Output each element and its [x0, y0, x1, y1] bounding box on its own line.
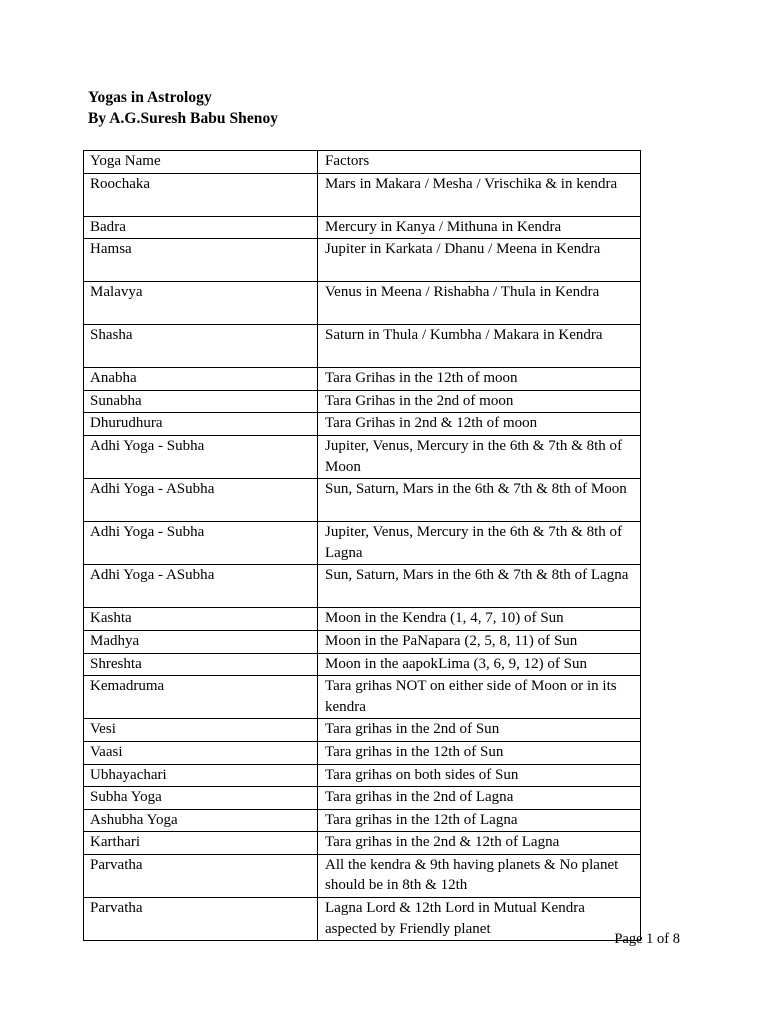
table-row — [84, 787, 641, 810]
table-row — [84, 608, 641, 631]
cell-yoga-name: Shasha — [84, 325, 318, 368]
table-row — [84, 676, 641, 719]
table-header-row — [84, 151, 641, 174]
yoga-table — [83, 150, 641, 941]
table-row — [84, 741, 641, 764]
cell-yoga-name: Adhi Yoga - Subha — [84, 522, 318, 565]
table-row — [84, 435, 641, 478]
table-row — [84, 479, 641, 522]
cell-yoga-name: Dhurudhura — [84, 413, 318, 436]
cell-yoga-name: Badra — [84, 216, 318, 239]
cell-factors: Tara grihas in the 2nd of Lagna — [318, 787, 641, 810]
cell-factors: Jupiter in Karkata / Dhanu / Meena in Kendra — [318, 239, 641, 282]
cell-yoga-name: Adhi Yoga - ASubha — [84, 479, 318, 522]
cell-factors: Moon in the Kendra (1, 4, 7, 10) of Sun — [318, 608, 641, 631]
table-row — [84, 325, 641, 368]
table-row — [84, 413, 641, 436]
cell-factors: Mercury in Kanya / Mithuna in Kendra — [318, 216, 641, 239]
table-row — [84, 832, 641, 855]
cell-yoga-name: Shreshta — [84, 653, 318, 676]
cell-yoga-name: Subha Yoga — [84, 787, 318, 810]
column-header-factors: Factors — [318, 151, 641, 174]
cell-factors: All the kendra & 9th having planets & No planet should be in 8th & 12th — [318, 854, 641, 897]
cell-factors: Sun, Saturn, Mars in the 6th & 7th & 8th of Moon — [318, 479, 641, 522]
cell-yoga-name: Vaasi — [84, 741, 318, 764]
table-row — [84, 390, 641, 413]
cell-yoga-name: Ashubha Yoga — [84, 809, 318, 832]
table-row — [84, 854, 641, 897]
table-header — [84, 151, 641, 174]
table-row — [84, 630, 641, 653]
document-heading — [88, 88, 648, 129]
cell-yoga-name: Parvatha — [84, 898, 318, 941]
table-row — [84, 719, 641, 742]
cell-yoga-name: Malavya — [84, 282, 318, 325]
cell-factors: Venus in Meena / Rishabha / Thula in Kendra — [318, 282, 641, 325]
cell-factors: Tara grihas NOT on either side of Moon or in its kendra — [318, 676, 641, 719]
cell-yoga-name: Anabha — [84, 368, 318, 391]
cell-yoga-name: Parvatha — [84, 854, 318, 897]
table-row — [84, 239, 641, 282]
column-header-yoga-name: Yoga Name — [84, 151, 318, 174]
cell-factors: Jupiter, Venus, Mercury in the 6th & 7th & 8th of Moon — [318, 435, 641, 478]
cell-yoga-name: Vesi — [84, 719, 318, 742]
table-row — [84, 282, 641, 325]
cell-factors: Tara grihas in the 2nd & 12th of Lagna — [318, 832, 641, 855]
table-body — [84, 173, 641, 941]
cell-factors: Mars in Makara / Mesha / Vrischika & in kendra — [318, 173, 641, 216]
table-row — [84, 898, 641, 941]
cell-factors: Jupiter, Venus, Mercury in the 6th & 7th & 8th of Lagna — [318, 522, 641, 565]
cell-yoga-name: Hamsa — [84, 239, 318, 282]
table-row — [84, 216, 641, 239]
cell-factors: Tara grihas in the 12th of Lagna — [318, 809, 641, 832]
cell-yoga-name: Adhi Yoga - Subha — [84, 435, 318, 478]
table-row — [84, 764, 641, 787]
page-title: Yogas in Astrology — [88, 89, 212, 106]
cell-factors: Tara grihas on both sides of Sun — [318, 764, 641, 787]
cell-factors: Tara Grihas in the 2nd of moon — [318, 390, 641, 413]
table-row — [84, 653, 641, 676]
cell-factors: Tara grihas in the 2nd of Sun — [318, 719, 641, 742]
table-row — [84, 173, 641, 216]
table-row — [84, 565, 641, 608]
cell-yoga-name: Kashta — [84, 608, 318, 631]
cell-factors: Moon in the aapokLima (3, 6, 9, 12) of Sun — [318, 653, 641, 676]
cell-yoga-name: Karthari — [84, 832, 318, 855]
cell-factors: Lagna Lord & 12th Lord in Mutual Kendra aspected by Friendly planet — [318, 898, 641, 941]
cell-factors: Moon in the PaNapara (2, 5, 8, 11) of Sun — [318, 630, 641, 653]
cell-factors: Tara Grihas in 2nd & 12th of moon — [318, 413, 641, 436]
cell-yoga-name: Kemadruma — [84, 676, 318, 719]
cell-factors: Sun, Saturn, Mars in the 6th & 7th & 8th of Lagna — [318, 565, 641, 608]
cell-yoga-name: Sunabha — [84, 390, 318, 413]
cell-factors: Saturn in Thula / Kumbha / Makara in Kendra — [318, 325, 641, 368]
table-row — [84, 809, 641, 832]
cell-factors: Tara grihas in the 12th of Sun — [318, 741, 641, 764]
cell-yoga-name: Roochaka — [84, 173, 318, 216]
table-row — [84, 368, 641, 391]
cell-yoga-name: Ubhayachari — [84, 764, 318, 787]
yoga-table-container — [83, 150, 640, 941]
page-number-footer: Page 1 of 8 — [614, 931, 680, 947]
cell-yoga-name: Madhya — [84, 630, 318, 653]
cell-yoga-name: Adhi Yoga - ASubha — [84, 565, 318, 608]
table-row — [84, 522, 641, 565]
cell-factors: Tara Grihas in the 12th of moon — [318, 368, 641, 391]
document-author: By A.G.Suresh Babu Shenoy — [88, 109, 279, 127]
